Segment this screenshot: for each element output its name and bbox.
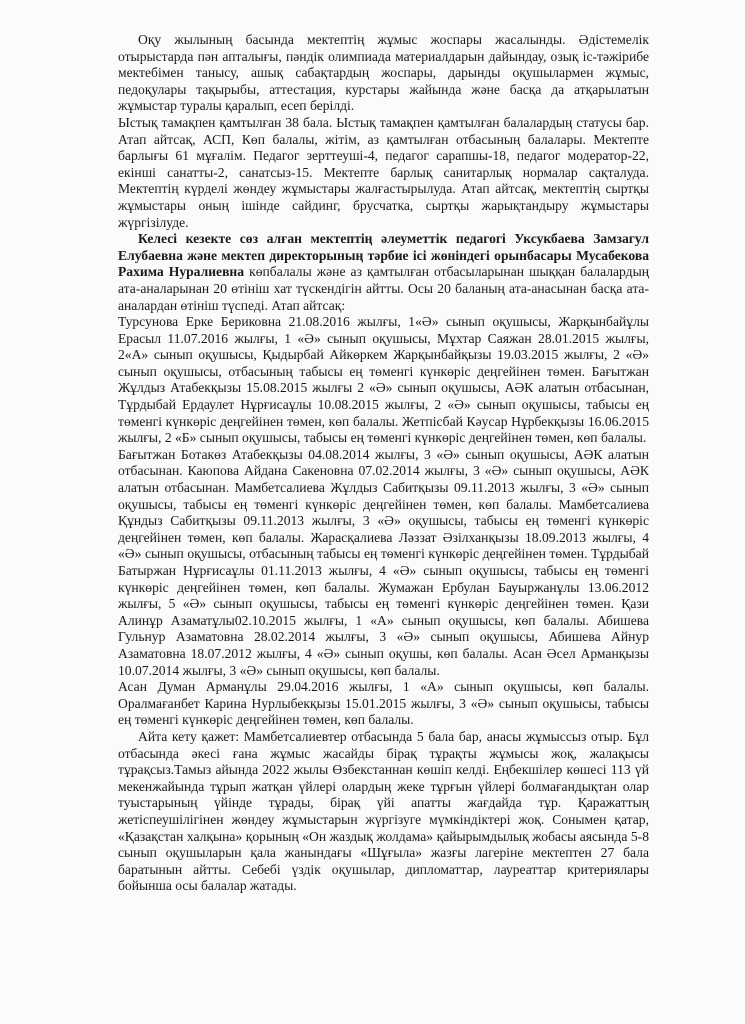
paragraph-1-text: Оқу жылының басында мектептің жұмыс жоспары жасалынды. Әдістемелік отырыстарда пән апталығы, пәндік олимпиада материалдарын дайындау, озық іс-тәжірибе мектебімен танысу, ашық сабақтардың жоспары, дарынды оқушылармен жұмыс, педоқулары тақырыбы, аттестация, курстары жайында және басқа да атқарылатын жұмыстар туралы қаралып, есеп берілді.	[118, 32, 649, 114]
paragraph-1	[118, 32, 649, 115]
paragraph-4-text: Турсунова Ерке Бериковна 21.08.2016 жылғы, 1«Ә» сынып оқушысы, Жарқынбайұлы Ерасыл 11.07.2016 жылғы, 1 «Ә» сынып оқушысы, Мұхтар Саяжан 28.01.2015 жылғы, 2«А» сынып оқушысы, Қыдырбай Айкөркем Жарқынбайқызы 19.03.2015 жылғы, 2 «Ә» сынып оқушысы, отбасының табысы ең төменгі күнкөріс деңгейінен төмен. Бағытжан Жұлдыз Атабекқызы 15.08.2015 жылғы 2 «Ә» сынып оқушысы, АӘК алатын отбасынан, Тұрдыбай Ердаулет Нұрғисаұлы 10.08.2015 жылғы, 2 «Ә» сынып оқушысы, табысы ең төменгі күнкөріс деңгейінен төмен, көп балалы. Жетпісбай Кәусар Нұрбекқызы 16.06.2015 жылғы, 2 «Б» сынып оқушысы, табысы ең төменгі күнкөріс деңгейінен төмен, көп балалы.	[118, 314, 649, 446]
paragraph-3-text: көпбалалы және аз қамтылған отбасыларынан шыққан балалардың ата-аналарынан 20 өтініш хат түскендігін айтты. Осы 20 баланың ата-анасынан басқа ата-аналардан өтініш түспеді. Атап айтсақ:	[118, 264, 649, 313]
paragraph-5	[118, 447, 649, 679]
paragraph-2-text: Ыстық тамақпен қамтылған 38 бала. Ыстық тамақпен қамтылған балалардың статусы бар. Атап айтсақ, АСП, Көп балалы, жітім, аз қамтылған отбасының балалары. Мектепте барлығы 61 мұғалім. Педагог зерттеуші-4, педагог сарапшы-18, педагог модератор-22, екінші санатты-2, санатсыз-15. Мектепте барлық санитарлық нормалар сақталуда. Мектептің күрделі жөндеу жұмыстары жалғастырылуда. Атап айтсақ, мектептің сыртқы жұмыстары оның ішінде сайдинг, брусчатка, сыртқы жарықтандыру жұмыстары жүргізілуде.	[118, 114, 649, 230]
paragraph-4	[118, 314, 649, 447]
paragraph-5-text: Бағытжан Ботакөз Атабекқызы 04.08.2014 жылғы, 3 «Ә» сынып оқушысы, АӘК алатын отбасынан. Каюпова Айдана Сакеновна 07.02.2014 жылғы, 3 «Ә» сынып оқушысы, АӘК алатын отбасынан. Мамбетсалиева Жұлдыз Сабитқызы 09.11.2013 жылғы, 3 «Ә» сынып оқушысы, табысы ең төменгі күнкөріс деңгейінен төмен, көп балалы. Мамбетсалиева Құндыз Сабитқызы 09.11.2013 жылғы, 3 «Ә» оқушысы, табысы ең төменгі күнкөріс деңгейінен төмен, көп балалы. Жарасқалиева Ләззат Әзілханқызы 18.09.2013 жылғы, 4 «Ә» сынып оқушысы, отбасының табысы ең төменгі күнкөріс деңгейінен төмен. Тұрдыбай Батыржан Нұрғисаұлы 01.11.2013 жылғы, 4 «Ә» сынып оқушысы, табысы ең төменгі күнкөріс деңгейінен төмен, көп балалы. Жумажан Ербулан Бауыржанұлы 13.06.2012 жылғы, 5 «Ә» сынып оқушысы, табысы ең төменгі күнкөріс деңгейінен төмен. Қази Алинұр Азаматұлы02.10.2015 жылғы, 1 «А» сынып оқушысы, көп балалы. Абишева Гульнур Азаматовна 28.02.2014 жылғы, 3 «Ә» сынып оқушысы, Абишева Айнур Азаматовна 18.07.2012 жылғы, 4 «Ә» сынып оқушы, көп балалы. Асан Әсел Арманқызы 10.07.2014 жылғы, 3 «Ә» сынып оқушысы, көп балалы.	[118, 446, 649, 678]
paragraph-3	[118, 231, 649, 314]
paragraph-3-bold-lead: Келесі кезекте сөз алған мектептің әлеуметтік педагогі Уксукбаева Замзагул Елубаевна және мектеп директорының тәрбие ісі жөніндегі орынбасары Мусабекова Рахима Нуралиевна	[118, 231, 649, 280]
paragraph-2	[118, 115, 649, 231]
paragraph-6-text: Асан Думан Арманұлы 29.04.2016 жылғы, 1 «А» сынып оқушысы, көп балалы. Оралмағанбет Карина Нурлыбекқызы 15.01.2015 жылғы, 3 «Ә» сынып оқушысы, табысы ең төменгі күнкөріс деңгейінен төмен, көп балалы.	[118, 679, 649, 728]
paragraph-7	[118, 729, 649, 895]
paragraph-6	[118, 679, 649, 729]
paragraph-7-text: Айта кету қажет: Мамбетсалиевтер отбасында 5 бала бар, анасы жұмыссыз отыр. Бұл отбасында әкесі ғана жұмыс жасайды бірақ тұрақты жұмысы жоқ, жалақысы тұрақсыз.Тамыз айында 2022 жылы Өзбекстаннан көшіп келді. Еңбекшілер көшесі 113 үй мекенжайында тұрып жатқан үйлері олардың жеке тұрғын үйлері болмағандықтан олар туыстарының үйінде тұрады, бірақ үйі апатты жағдайда тұр. Қаражаттың жетіспеушілігінен жөндеу жұмыстарын жүргізуге мүмкіндіктері жоқ. Сонымен қатар, «Қазақстан халқына» қорының «Он жаздық жолдама» қайырымдылық жобасы аясында 5-8 сынып оқушыларын қала жанындағы «Шұғыла» жазғы лагеріне мектептен 27 бала баратынын айтты. Себебі үздік оқушылар, дипломаттар, лауреаттар критериялары бойынша осы балалар жатады.	[118, 728, 649, 894]
